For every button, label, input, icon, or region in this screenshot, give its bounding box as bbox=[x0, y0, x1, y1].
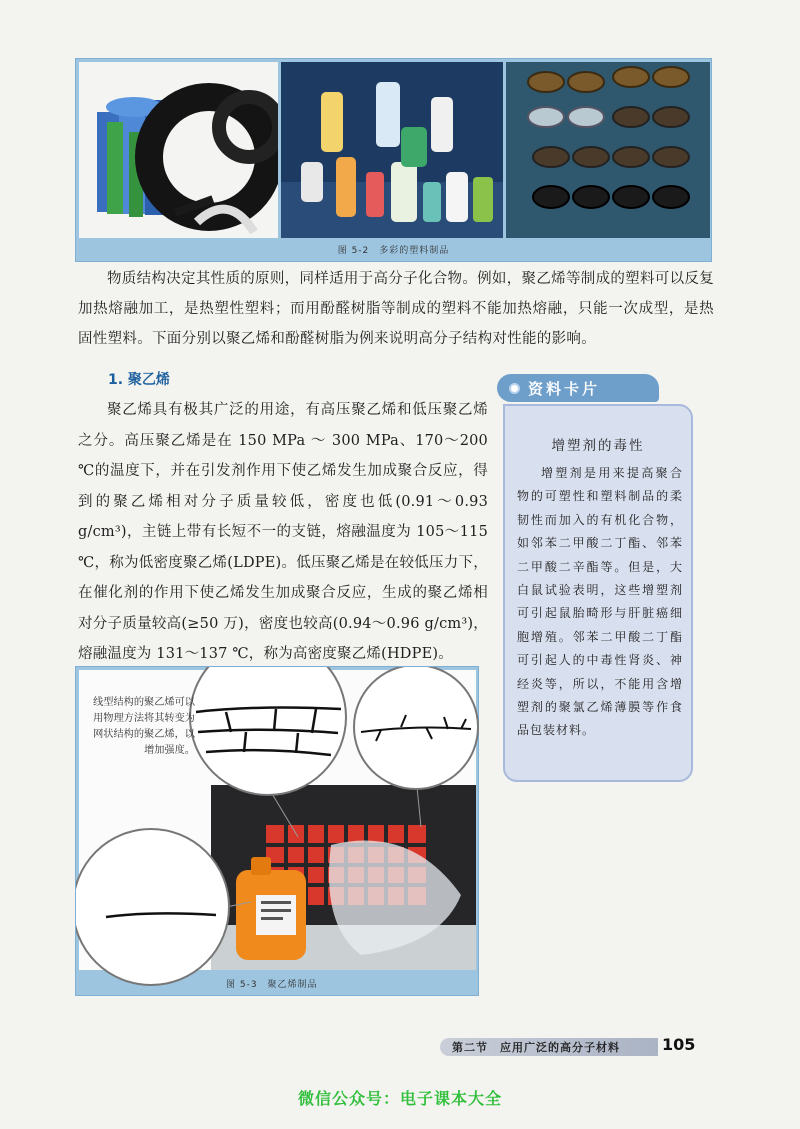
bullet-icon bbox=[509, 383, 520, 394]
info-card-text: 增塑剂是用来提高聚合物的可塑性和塑料制品的柔韧性而加入的有机化合物，如邻苯二甲酸二丁酯、邻苯二甲酸二辛酯等。但是，大白鼠试验表明，这些增塑剂可引起鼠胎畸形与肝脏癌细胞增殖。邻苯二甲酸二丁酯可引起人的中毒性肾炎、神经炎等，所以，不能用含增塑剂的聚氯乙烯薄膜等作食品包装材料。 bbox=[517, 466, 683, 738]
figure-5-3-side-note: 线型结构的聚乙烯可以用物理方法将其转变为网状结构的聚乙烯，以增加强度。 bbox=[93, 697, 195, 756]
info-card-header-label: 资料卡片 bbox=[528, 379, 601, 398]
plastic-pipes-photo bbox=[79, 62, 278, 238]
figure-5-3-caption: 图 5-3 聚乙烯制品 bbox=[226, 980, 318, 990]
intro-paragraph: 物质结构决定其性质的原则，同样适用于高分子化合物。例如，聚乙烯等制成的塑料可以反复加热熔融加工，是热塑性塑料；而用酚醛树脂等制成的塑料不能加热熔融，只能一次成型，是热固性塑料。下面分别以聚乙烯和酚醛树脂为例来说明高分子结构对性能的影响。 bbox=[78, 271, 714, 347]
info-card-title: 增塑剂的毒性 bbox=[551, 438, 645, 454]
figure-5-2-caption: 图 5-2 多彩的塑料制品 bbox=[337, 246, 450, 256]
polyethylene-paragraph: 聚乙烯具有极其广泛的用途，有高压聚乙烯和低压聚乙烯之分。高压聚乙烯是在 150 MPa ～ 300 MPa、170～200 ℃的温度下，并在引发剂作用下使乙烯发生加成聚合反应，得到的聚乙烯相对分子质量较低，密度也低(0.91～0.93 g/cm³)，主链上带有长短不一的支链，熔融温度为 105～115 ℃，称为低密度聚乙烯(LDPE)。低压聚乙烯是在较低压力下，在催化剂的作用下使乙烯发生加成聚合反应，生成的聚乙烯相对分子质量较高(≥50 万)，密度也较高(0.94～0.96 g/cm³)，熔融温度为 131～137 ℃，称为高密度聚乙烯(HDPE)。 bbox=[78, 402, 488, 662]
section-title-polyethylene: 1. 聚乙烯 bbox=[108, 372, 170, 388]
info-card bbox=[503, 404, 693, 782]
page-number: 105 bbox=[662, 1035, 696, 1054]
info-card-header bbox=[497, 374, 659, 402]
plastic-bottles-photo bbox=[281, 62, 503, 238]
footer-chapter-bar bbox=[440, 1038, 658, 1056]
figure-5-3 bbox=[75, 666, 479, 996]
figure-5-2 bbox=[75, 58, 712, 262]
watermark-text: 微信公众号：电子课本大全 bbox=[297, 1089, 502, 1108]
sunglasses-photo bbox=[506, 62, 710, 238]
footer-section-label: 第二节 bbox=[452, 1041, 488, 1054]
footer-chapter-title: 应用广泛的高分子材料 bbox=[500, 1041, 620, 1054]
